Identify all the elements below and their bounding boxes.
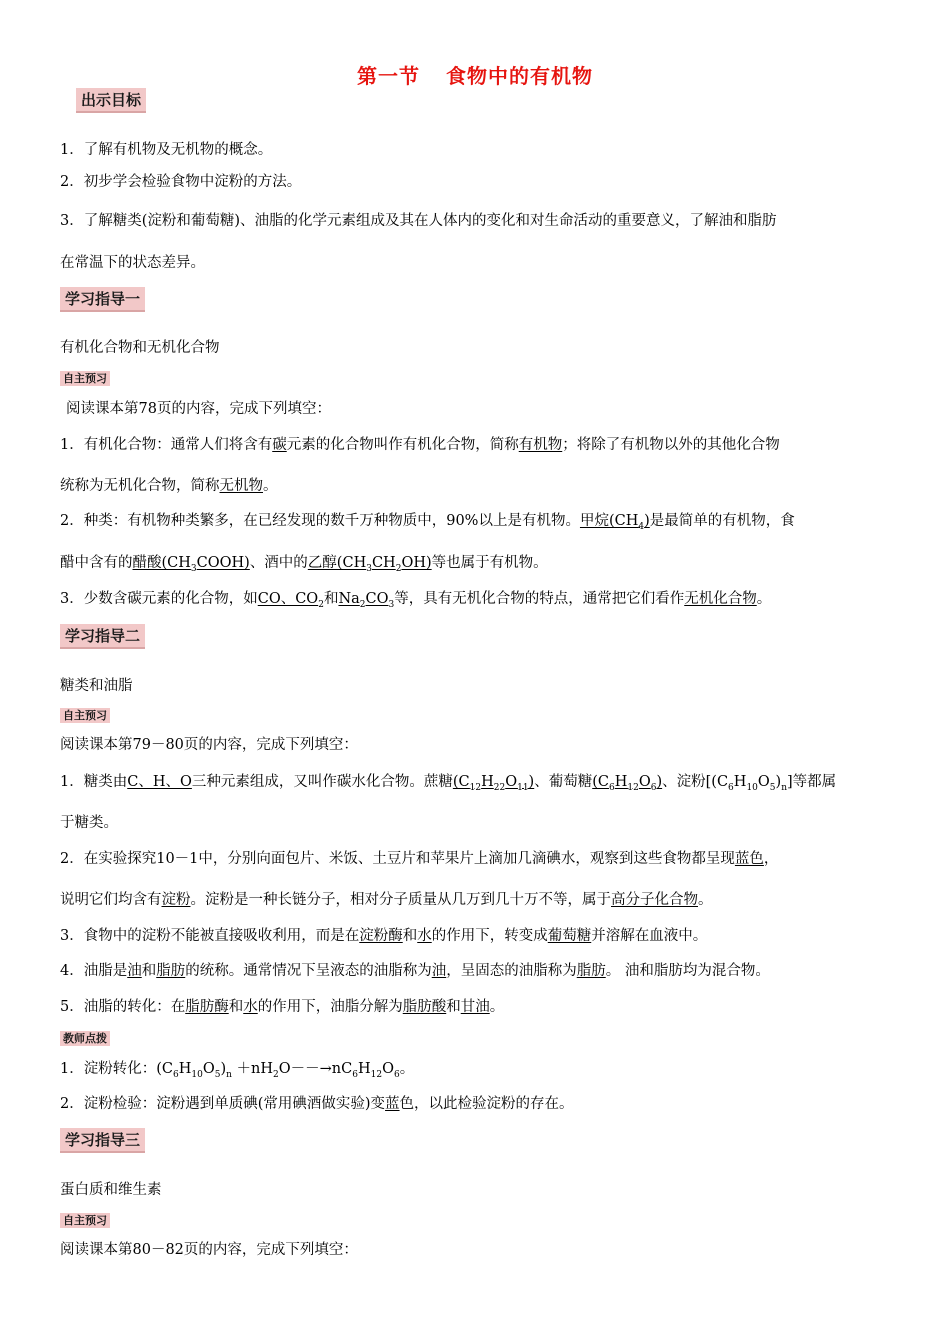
guide1-item1-cont: 统称为无机化合物，简称无机物。: [60, 478, 278, 494]
guide1-item1: 1．有机化合物：通常人们将含有碳元素的化合物叫作有机化合物，简称有机物；将除了有机物以外的其他化合物: [60, 437, 780, 453]
answer-blank: 脂肪: [156, 963, 186, 979]
answer-blank: 淀粉酶: [359, 928, 403, 944]
guide2-preview-badge: 自主预习: [60, 708, 110, 723]
answer-blank: 无机物: [219, 478, 263, 494]
goals-badge: 出示目标: [76, 88, 146, 113]
answer-blank: 脂肪酶: [185, 999, 229, 1015]
answer-blank: 水: [417, 928, 432, 944]
answer-blank: $(C_{12}H_{22}O_{11})$: [452, 774, 535, 793]
answer-blank: 醋酸$(CH_3COOH)$: [132, 555, 250, 574]
guide2-item2-cont: 说明它们均含有淀粉。淀粉是一种长链分子，相对分子质量从几万到几十万不等，属于高分子化合物。: [60, 892, 713, 908]
guide1-item2: 2．种类：有机物种类繁多，在已经发现的数千万种物质中，90%以上是有机物。甲烷$(CH_4)$是最简单的有机物，食: [60, 513, 795, 532]
teacher-tip-1: 1．淀粉转化：$(C_6H_{10}O_5)_n +nH_2O--\to nC_6H_{12}O_6$。: [60, 1061, 415, 1080]
answer-blank: CO、$CO_2$: [257, 591, 324, 610]
answer-blank: 蓝色: [734, 851, 764, 867]
guide2-item4: 4．油脂是油和脂肪的统称。通常情况下呈液态的油脂称为油，呈固态的油脂称为脂肪。 油和脂肪均为混合物。: [60, 963, 770, 979]
goal-1: 1．了解有机物及无机物的概念。: [60, 142, 273, 158]
guide1-intro: 阅读课本第78页的内容，完成下列填空：: [66, 401, 331, 417]
guide1-badge: 学习指导一: [60, 287, 145, 312]
answer-blank: 有机物: [518, 437, 563, 453]
answer-blank: 高分子化合物: [611, 892, 698, 908]
answer-blank: $Na_2CO_3$: [338, 591, 395, 610]
guide3-topic: 蛋白质和维生素: [60, 1182, 162, 1198]
answer-blank: 无机化合物: [684, 591, 757, 607]
guide2-intro: 阅读课本第79－80页的内容，完成下列填空：: [60, 737, 358, 753]
goal-3: 3．了解糖类(淀粉和葡萄糖)、油脂的化学元素组成及其在人体内的变化和对生命活动的重要意义，了解油和脂肪: [60, 213, 777, 229]
answer-blank: 淀粉: [161, 892, 191, 908]
guide1-preview-badge: 自主预习: [60, 371, 110, 386]
guide2-item1: 1．糖类由C、H、O三种元素组成，又叫作碳水化合物。蔗糖$(C_{12}H_{22}O_{11})$、葡萄糖$(C_6H_{12}O_6)$、淀粉$[(C_6H_{10}O_5)_n]$等都属: [60, 774, 837, 793]
answer-blank: 甘油: [460, 999, 490, 1015]
guide2-item5: 5．油脂的转化：在脂肪酶和水的作用下，油脂分解为脂肪酸和甘油。: [60, 999, 505, 1015]
answer-blank: 碳: [272, 437, 287, 453]
guide2-item3: 3．食物中的淀粉不能被直接吸收利用，而是在淀粉酶和水的作用下，转变成葡萄糖并溶解在血液中。: [60, 928, 708, 944]
guide2-item1-cont: 于糖类。: [60, 815, 118, 831]
answer-blank: 葡萄糖: [547, 928, 592, 944]
answer-blank: 油: [127, 963, 142, 979]
answer-blank: 水: [243, 999, 258, 1015]
guide2-topic: 糖类和油脂: [60, 678, 133, 694]
guide1-item2-cont: 醋中含有的醋酸$(CH_3COOH)$、酒中的乙醇$(CH_3CH_2OH)$等也属于有机物。: [60, 555, 548, 574]
guide2-badge: 学习指导二: [60, 624, 145, 649]
answer-blank: 乙醇$(CH_3CH_2OH)$: [307, 555, 432, 574]
answer-blank: 油: [431, 963, 447, 979]
guide2-item2: 2．在实验探究10－1中，分别向面包片、米饭、土豆片和苹果片上滴加几滴碘水，观察到这些食物都呈现蓝色，: [60, 851, 779, 867]
guide1-topic: 有机化合物和无机化合物: [60, 340, 220, 356]
goal-3-cont: 在常温下的状态差异。: [60, 255, 205, 271]
answer-blank: $(C_6H_{12}O_6)$: [592, 774, 663, 793]
answer-blank: 脂肪: [576, 963, 606, 979]
guide3-intro: 阅读课本第80－82页的内容，完成下列填空：: [60, 1242, 358, 1258]
page-title: [0, 60, 950, 89]
title-text: 食物中的有机物: [446, 64, 593, 88]
answer-blank: 甲烷$(CH_4)$: [579, 513, 650, 532]
teacher-tips-badge: 教师点拨: [60, 1031, 110, 1046]
guide3-preview-badge: 自主预习: [60, 1213, 110, 1228]
guide1-item3: 3．少数含碳元素的化合物，如CO、$CO_2$和$Na_2CO_3$等，具有无机化合物的特点，通常把它们看作无机化合物。: [60, 591, 772, 610]
teacher-tip-2: 2．淀粉检验：淀粉遇到单质碘(常用碘酒做实验)变蓝色，以此检验淀粉的存在。: [60, 1096, 574, 1112]
goal-2: 2．初步学会检验食物中淀粉的方法。: [60, 174, 302, 190]
answer-blank: 脂肪酸: [402, 999, 447, 1015]
answer-blank: C、H、O: [127, 774, 192, 790]
guide3-badge: 学习指导三: [60, 1128, 145, 1153]
answer-blank: 蓝: [385, 1096, 400, 1112]
title-section-number: 第一节: [357, 64, 420, 88]
